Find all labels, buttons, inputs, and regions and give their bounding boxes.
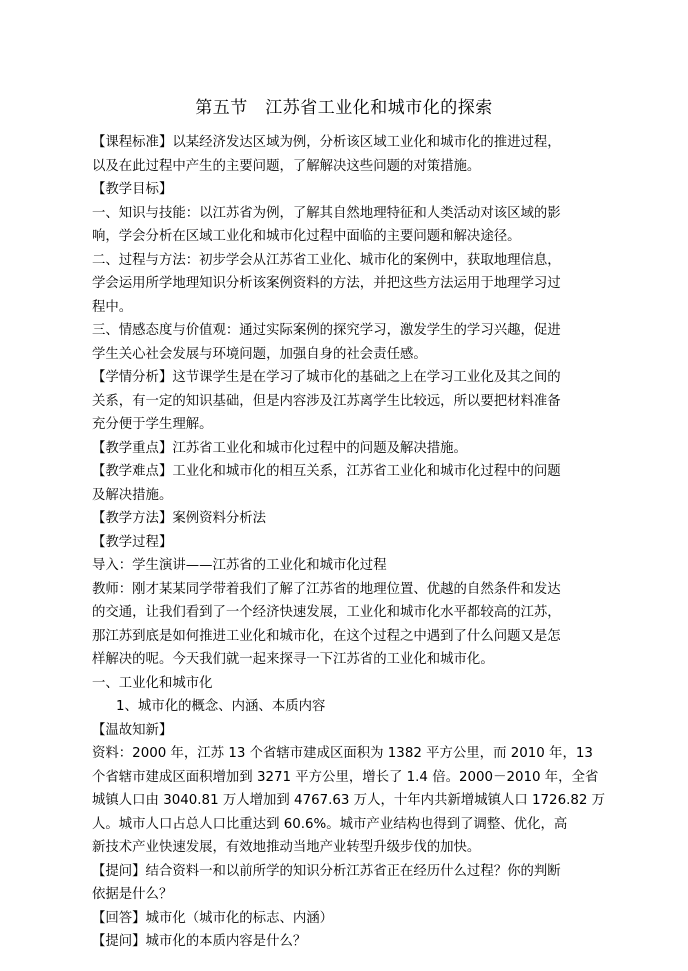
subsection-heading: 1、城市化的概念、内涵、本质内容 xyxy=(116,699,326,714)
text-line: 的交通，让我们看到了一个经济快速发展，工业化和城市化水平都较高的江苏， xyxy=(92,605,561,620)
text-line: 充分便于学生理解。 xyxy=(92,417,213,432)
text-line: 及解决措施。 xyxy=(92,487,173,503)
text-line: 学会运用所学地理知识分析该案例资料的方法，并把这些方法运用于地理学习过 xyxy=(92,276,561,291)
text-line: 【教学过程】 xyxy=(92,534,173,550)
text-line: 程中。 xyxy=(92,299,133,315)
text-line: 学生关心社会发展与环境问题，加强自身的社会责任感。 xyxy=(92,346,427,362)
text-line: 【课程标准】以某经济发达区域为例，分析该区域工业化和城市化的推进过程， xyxy=(92,135,561,150)
text-line: 那江苏到底是如何推进工业化和城市化，在这个过程之中遇到了什么问题又是怎 xyxy=(92,628,561,644)
text-line: 个省辖市建成区面积增加到 3271 平方公里，增长了 1.4 倍。2000－2010 年，全省 xyxy=(92,769,599,785)
text-line: 【回答】城市化（城市化的标志、内涵） xyxy=(92,910,334,926)
text-line: 【温故知新】 xyxy=(92,722,173,738)
text-line: 依据是什么？ xyxy=(92,887,173,902)
section-heading: 一、工业化和城市化 xyxy=(92,675,213,691)
text-line: 【教学目标】 xyxy=(92,182,173,197)
text-line: 样解决的呢。今天我们就一起来探寻一下江苏省的工业化和城市化。 xyxy=(92,652,494,667)
text-line: 【提问】城市化的本质内容是什么？ xyxy=(92,934,307,949)
text-line: 二、过程与方法：初步学会从江苏省工业化、城市化的案例中，获取地理信息， xyxy=(92,252,561,268)
text-line: 资料：2000 年，江苏 13 个省辖市建成区面积为 1382 平方公里，而 2010 年，13 xyxy=(92,746,593,761)
document-body xyxy=(92,131,606,954)
text-line: 人。城市人口占总人口比重达到 60.6%。城市产业结构也得到了调整、优化，高 xyxy=(92,816,568,832)
text-line: 教师：刚才某某同学带着我们了解了江苏省的地理位置、优越的自然条件和发达 xyxy=(92,581,561,597)
text-line: 【教学重点】江苏省工业化和城市化过程中的问题及解决措施。 xyxy=(92,440,467,456)
text-line: 新技术产业快速发展，有效地推动当地产业转型升级步伐的加快。 xyxy=(92,840,481,855)
text-line: 【教学方法】案例资料分析法 xyxy=(92,511,267,526)
text-line: 关系，有一定的知识基础，但是内容涉及江苏离学生比较远，所以要把材料准备 xyxy=(92,393,561,409)
text-line: 【学情分析】这节课学生是在学习了城市化的基础之上在学习工业化及其之间的 xyxy=(92,370,561,385)
text-line: 导入：学生演讲——江苏省的工业化和城市化过程 xyxy=(92,558,387,573)
page-title: 第五节 江苏省工业化和城市化的探索 xyxy=(195,98,493,118)
text-line: 一、知识与技能：以江苏省为例，了解其自然地理特征和人类活动对该区域的影 xyxy=(92,205,561,221)
text-line: 城镇人口由 3040.81 万人增加到 4767.63 万人，十年内共新增城镇人口 1726.82 万 xyxy=(92,793,606,808)
text-line: 响，学会分析在区域工业化和城市化过程中面临的主要问题和解决途径。 xyxy=(92,229,521,244)
text-line: 【教学难点】工业化和城市化的相互关系，江苏省工业化和城市化过程中的问题 xyxy=(92,464,561,479)
text-line: 以及在此过程中产生的主要问题，了解解决这些问题的对策措施。 xyxy=(92,158,481,174)
text-line: 三、情感态度与价值观：通过实际案例的探究学习，激发学生的学习兴趣，促进 xyxy=(92,323,561,338)
text-line: 【提问】结合资料一和以前所学的知识分析江苏省正在经历什么过程？你的判断 xyxy=(92,863,561,879)
